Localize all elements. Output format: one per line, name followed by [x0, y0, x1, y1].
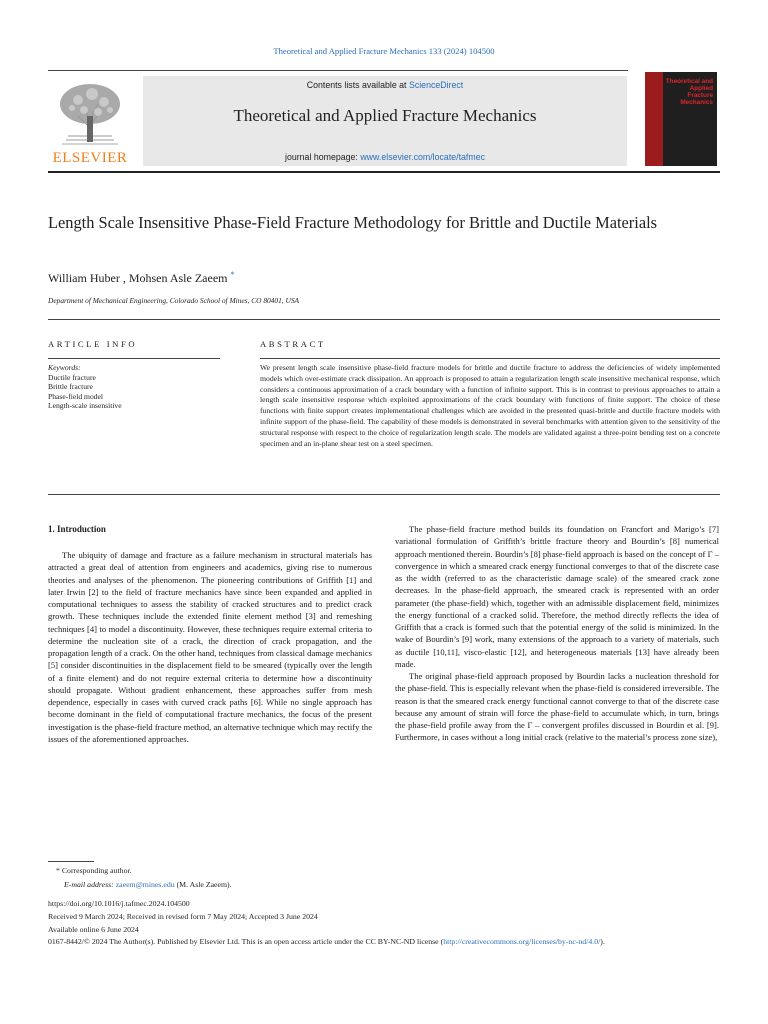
divider — [48, 494, 720, 495]
license-text: 0167-8442/© 2024 The Author(s). Published by Elsevier Ltd. This is an open access article under the CC BY-NC-ND license ( — [48, 937, 444, 946]
body-column-right — [395, 523, 719, 744]
homepage-line — [143, 152, 627, 162]
contents-line — [143, 80, 627, 90]
keyword-item: Ductile fracture — [48, 372, 96, 382]
author-name[interactable]: William Huber — [48, 271, 120, 285]
email-label: E-mail address: — [64, 880, 114, 889]
license-link[interactable]: http://creativecommons.org/licenses/by-nc-nd/4.0/ — [443, 937, 601, 946]
available-online: Available online 6 June 2024 — [48, 925, 139, 934]
body-paragraph: The phase-field fracture method builds its foundation on Francfort and Marigo’s [7] variational formulation of Griffith’s brittle fracture theory and Bourdin’s [8] numerical approach mentioned therein. Bourdin’s [8] phase-field approach is based on the concept of Γ – convergence in which a smeared crack energy functional converges to that of the discrete case as the width (referred to as the characteristic damage scale) of the smeared crack zone decreases. In the phase-field approach, the smeared crack is represented with an order parameter (the phase-field) which, together with an admissible displacement field, minimizes the energy functional of a cracked solid. Therefore, the method directly reflects the idea of Griffith that a crack is formed such that the potential energy of the solid is minimized. In the wake of Bourdin’s [9] work, many extensions of the approach to a variety of materials, such as ductile [10,11], visco-elastic [12], and heterogeneous materials [13] have already been made. — [395, 524, 719, 669]
license-statement — [48, 936, 720, 948]
author-name[interactable]: Mohsen Asle Zaeem — [128, 271, 228, 285]
divider — [48, 319, 720, 320]
journal-cover-thumbnail-icon[interactable] — [645, 72, 717, 166]
abstract-text: We present length scale insensitive phase-field fracture models for brittle and ductile fracture to address the deficiencies of widely implemented models which over-estimate crack dissipation. An approach is proposed to attain a regularization length scale insensitive mechanical response, which considers a continuous approximation of a crack boundary with a function of infinite support. This is in contrast to previous approaches to attain a length scale insensitive response which exploited approximations of the crack boundary with functions of finite support. The choice of these functions with finite support creates implementational challenges which are avoided in the presented quasi-brittle and ductile fracture models with infinite support of the phase-field. The capability of these models is demonstrated in several benchmarks with attention given to the sensitivity of the structural response with respect to the choice of regularization length scale. The models are validated against a three-point bending test on a concrete specimen and an in-plane shear test on a steel specimen. — [260, 363, 720, 448]
license-text: ). — [600, 937, 605, 946]
body-paragraph: The original phase-field approach proposed by Bourdin lacks a nucleation threshold for the phase-field. This is especially relevant when the phase-field is considered irreversible. The reason is that the smeared crack energy functional cannot converge to that of the discrete case because any amount of strain will force the phase-field to accumulate which, in turn, brings the phase-field profile away from the Γ – convergent profiles discussed in Bourdin et al. [9]. Furthermore, in cases without a long initial crack (relative to the material’s process zone size), — [395, 671, 719, 743]
footnote-mark: * — [56, 866, 60, 875]
cover-title: Theoretical and Applied Fracture Mechanics — [665, 78, 713, 106]
header-rule-bottom — [48, 171, 720, 173]
journal-citation[interactable]: Theoretical and Applied Fracture Mechanics 133 (2024) 104500 — [273, 46, 495, 56]
body-paragraph: The ubiquity of damage and fracture as a failure mechanism in structural materials has attracted a great deal of attention from engineers and academics, giving rise to numerous theories and analyses of the phenomenon. The pioneering contributions of Griffith [1] and later Irwin [2] to the field of fracture mechanics have since been expanded and applied in computational techniques to assess the stability of cracked structures and to predict crack growth. These techniques include the extended finite element method [3] and remeshing techniques [4] to model a discontinuity. However, these techniques require external criteria to determine the nucleation site of a crack, the direction of crack propagation, and the propagation length of a crack. On the other hand, techniques from classical damage mechanics [5] consider discontinuities in the displacement field to be smeared (typically over the length of a finite element) and do not require external criteria to determine how a discontinuity should propagate. Without gradient enhancement, these approaches suffer from mesh dependence, especially in cases with curved crack paths [6]. While no single approach has become dominant in the field of computational fracture mechanics, the focus of the present investigation is the phase-field fracture method, an alternative technique which may rectify the issues of the aforementioned approaches. — [48, 550, 372, 744]
divider — [260, 358, 720, 359]
body-column-left — [48, 549, 372, 745]
keywords-block — [48, 363, 220, 411]
contents-prefix: Contents lists available at — [306, 80, 409, 90]
keyword-item: Length-scale insensitive — [48, 401, 122, 411]
keyword-item: Brittle fracture — [48, 382, 93, 392]
keywords-label: Keywords: — [48, 363, 81, 372]
email-note — [64, 880, 232, 889]
sciencedirect-link[interactable]: ScienceDirect — [408, 80, 464, 90]
author-list — [48, 270, 235, 286]
abstract-heading: ABSTRACT — [260, 339, 326, 349]
cover-accent — [645, 72, 663, 166]
article-info-heading: ARTICLE INFO — [48, 339, 138, 349]
email-name: (M. Asle Zaeem). — [176, 880, 232, 889]
homepage-prefix: journal homepage: — [285, 152, 361, 162]
corresponding-author-note — [56, 866, 132, 875]
received-dates: Received 9 March 2024; Received in revised form 7 May 2024; Accepted 3 June 2024 — [48, 912, 318, 921]
header-rule-top — [48, 70, 628, 71]
author-separator: , — [119, 271, 129, 285]
elsevier-logo — [48, 76, 132, 166]
journal-title: Theoretical and Applied Fracture Mechanics — [233, 106, 537, 125]
publisher-name: ELSEVIER — [52, 150, 128, 166]
doi-link[interactable]: https://doi.org/10.1016/j.tafmec.2024.104500 — [48, 899, 190, 908]
divider — [48, 358, 220, 359]
section-heading: 1. Introduction — [48, 524, 106, 534]
footnote-rule — [48, 861, 94, 862]
email-link[interactable]: zaeem@mines.edu — [115, 880, 175, 889]
corresponding-author-mark[interactable]: * — [230, 270, 235, 279]
affiliation: Department of Mechanical Engineering, Colorado School of Mines, CO 80401, USA — [48, 296, 300, 305]
keyword-item: Phase-field model — [48, 391, 104, 401]
article-title: Length Scale Insensitive Phase-Field Fracture Methodology for Brittle and Ductile Materials — [48, 213, 658, 232]
journal-homepage-link[interactable]: www.elsevier.com/locate/tafmec — [360, 152, 485, 162]
footnote-text: Corresponding author. — [61, 866, 132, 875]
